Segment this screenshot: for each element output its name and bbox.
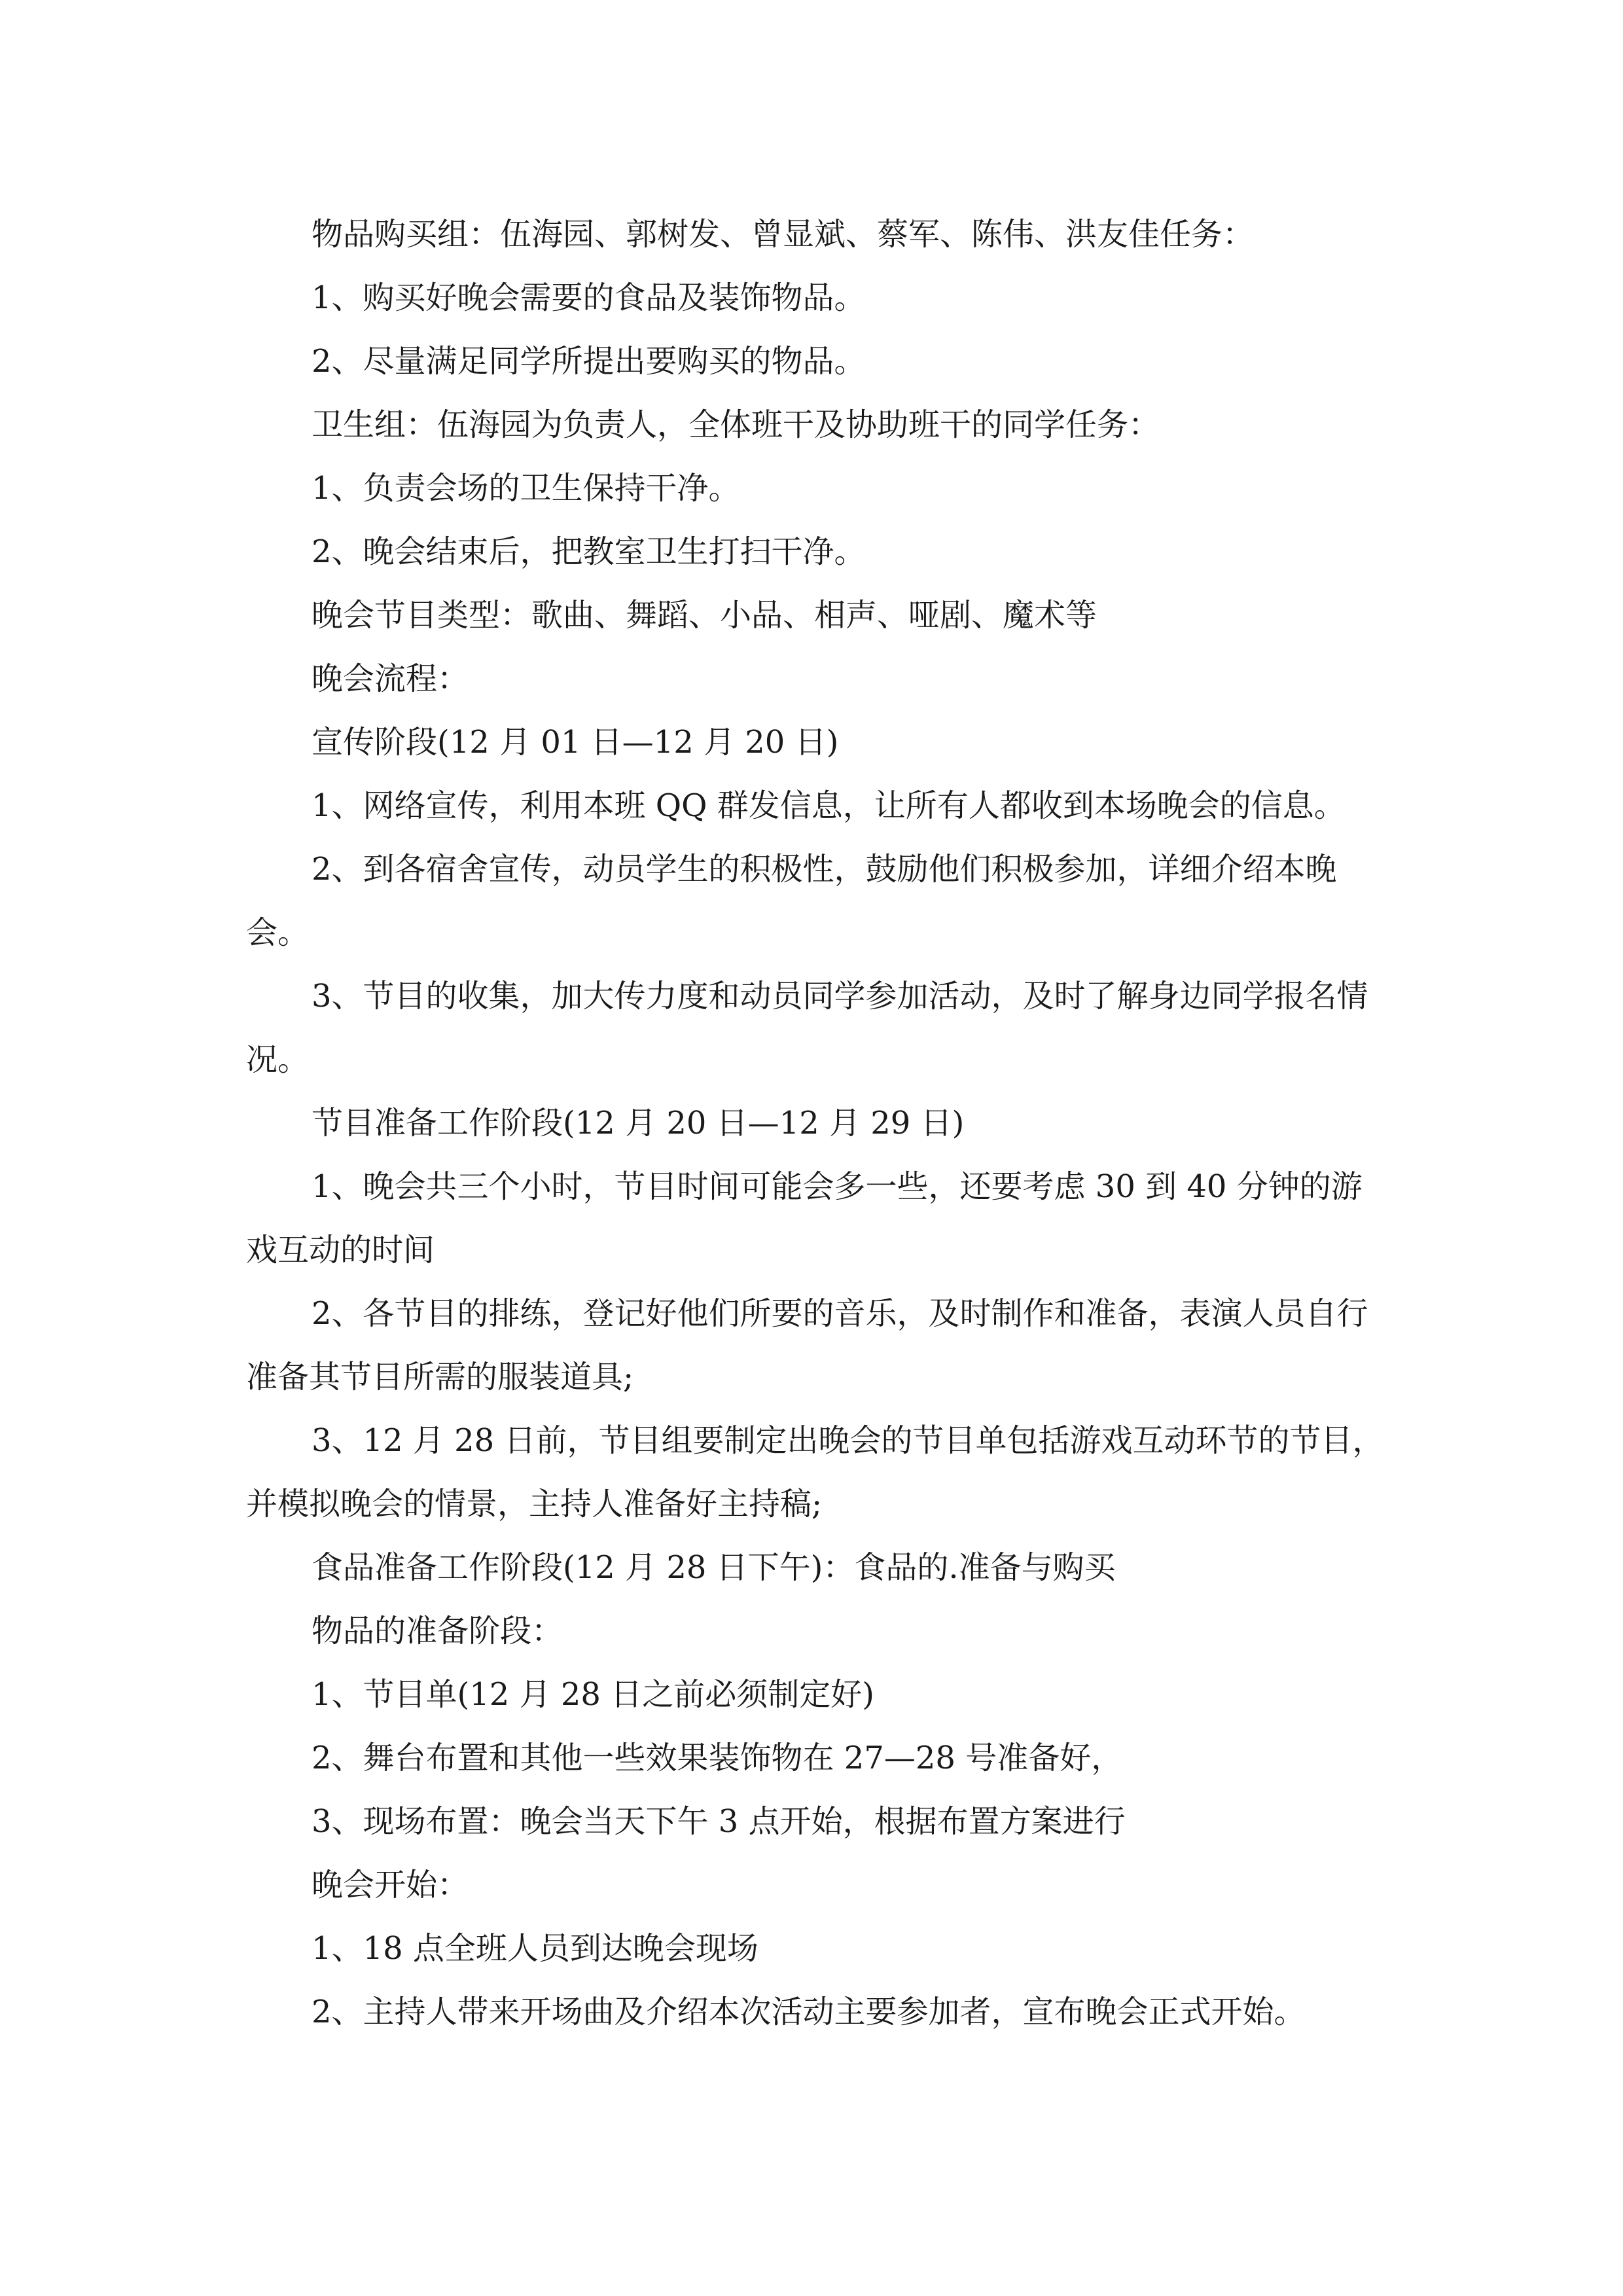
paragraph-program-prep-item-3: 3、12 月 28 日前，节目组要制定出晚会的节目单包括游戏互动环节的节目，并模拟晚会的情景，主持人准备好主持稿; [246, 1422, 1384, 1522]
paragraph-items-prep-item-3: 3、现场布置：晚会当天下午 3 点开始，根据布置方案进行 [312, 1803, 1126, 1840]
paragraph-items-prep-stage: 物品的准备阶段： [312, 1613, 563, 1649]
document-body [246, 203, 1391, 2044]
paragraph-hygiene-group: 卫生组：伍海园为负责人，全体班干及协助班干的同学任务： [312, 406, 1160, 443]
paragraph-party-process: 晚会流程： [312, 660, 469, 697]
paragraph-food-prep-stage: 食品准备工作阶段(12 月 28 日下午)：食品的.准备与购买 [312, 1549, 1116, 1586]
paragraph-purchase-task-2: 2、尽量满足同学所提出要购买的物品。 [312, 343, 866, 380]
paragraph-program-prep-stage: 节目准备工作阶段(12 月 20 日—12 月 29 日) [312, 1105, 965, 1141]
paragraph-items-prep-item-2: 2、舞台布置和其他一些效果装饰物在 27—28 号准备好， [312, 1740, 1123, 1776]
paragraph-hygiene-task-1: 1、负责会场的卫生保持干净。 [312, 470, 740, 507]
paragraph-program-types: 晚会节目类型：歌曲、舞蹈、小品、相声、哑剧、魔术等 [312, 597, 1097, 634]
paragraph-hygiene-task-2: 2、晚会结束后，把教室卫生打扫干净。 [312, 533, 866, 570]
paragraph-program-prep-item-1: 1、晚会共三个小时，节目时间可能会多一些，还要考虑 30 到 40 分钟的游戏互动的时间 [246, 1168, 1363, 1268]
paragraph-purchase-group: 物品购买组：伍海园、郭树发、曾显斌、蔡军、陈伟、洪友佳任务： [312, 216, 1255, 253]
paragraph-party-start-item-1: 1、18 点全班人员到达晚会现场 [312, 1930, 758, 1967]
paragraph-publicity-item-2: 2、到各宿舍宣传，动员学生的积极性，鼓励他们积极参加，详细介绍本晚会。 [246, 851, 1337, 951]
paragraph-party-start: 晚会开始： [312, 1867, 469, 1903]
paragraph-party-start-item-2: 2、主持人带来开场曲及介绍本次活动主要参加者，宣布晚会正式开始。 [312, 1994, 1306, 2030]
paragraph-publicity-item-3: 3、节目的收集，加大传力度和动员同学参加活动，及时了解身边同学报名情况。 [246, 978, 1368, 1078]
paragraph-publicity-stage: 宣传阶段(12 月 01 日—12 月 20 日) [312, 724, 839, 761]
paragraph-program-prep-item-2: 2、各节目的排练，登记好他们所要的音乐，及时制作和准备，表演人员自行准备其节目所需的服装道具; [246, 1295, 1368, 1395]
paragraph-items-prep-item-1: 1、节目单(12 月 28 日之前必须制定好) [312, 1676, 874, 1713]
paragraph-publicity-item-1: 1、网络宣传，利用本班 QQ 群发信息，让所有人都收到本场晚会的信息。 [312, 787, 1346, 824]
paragraph-purchase-task-1: 1、购买好晚会需要的食品及装饰物品。 [312, 279, 866, 316]
